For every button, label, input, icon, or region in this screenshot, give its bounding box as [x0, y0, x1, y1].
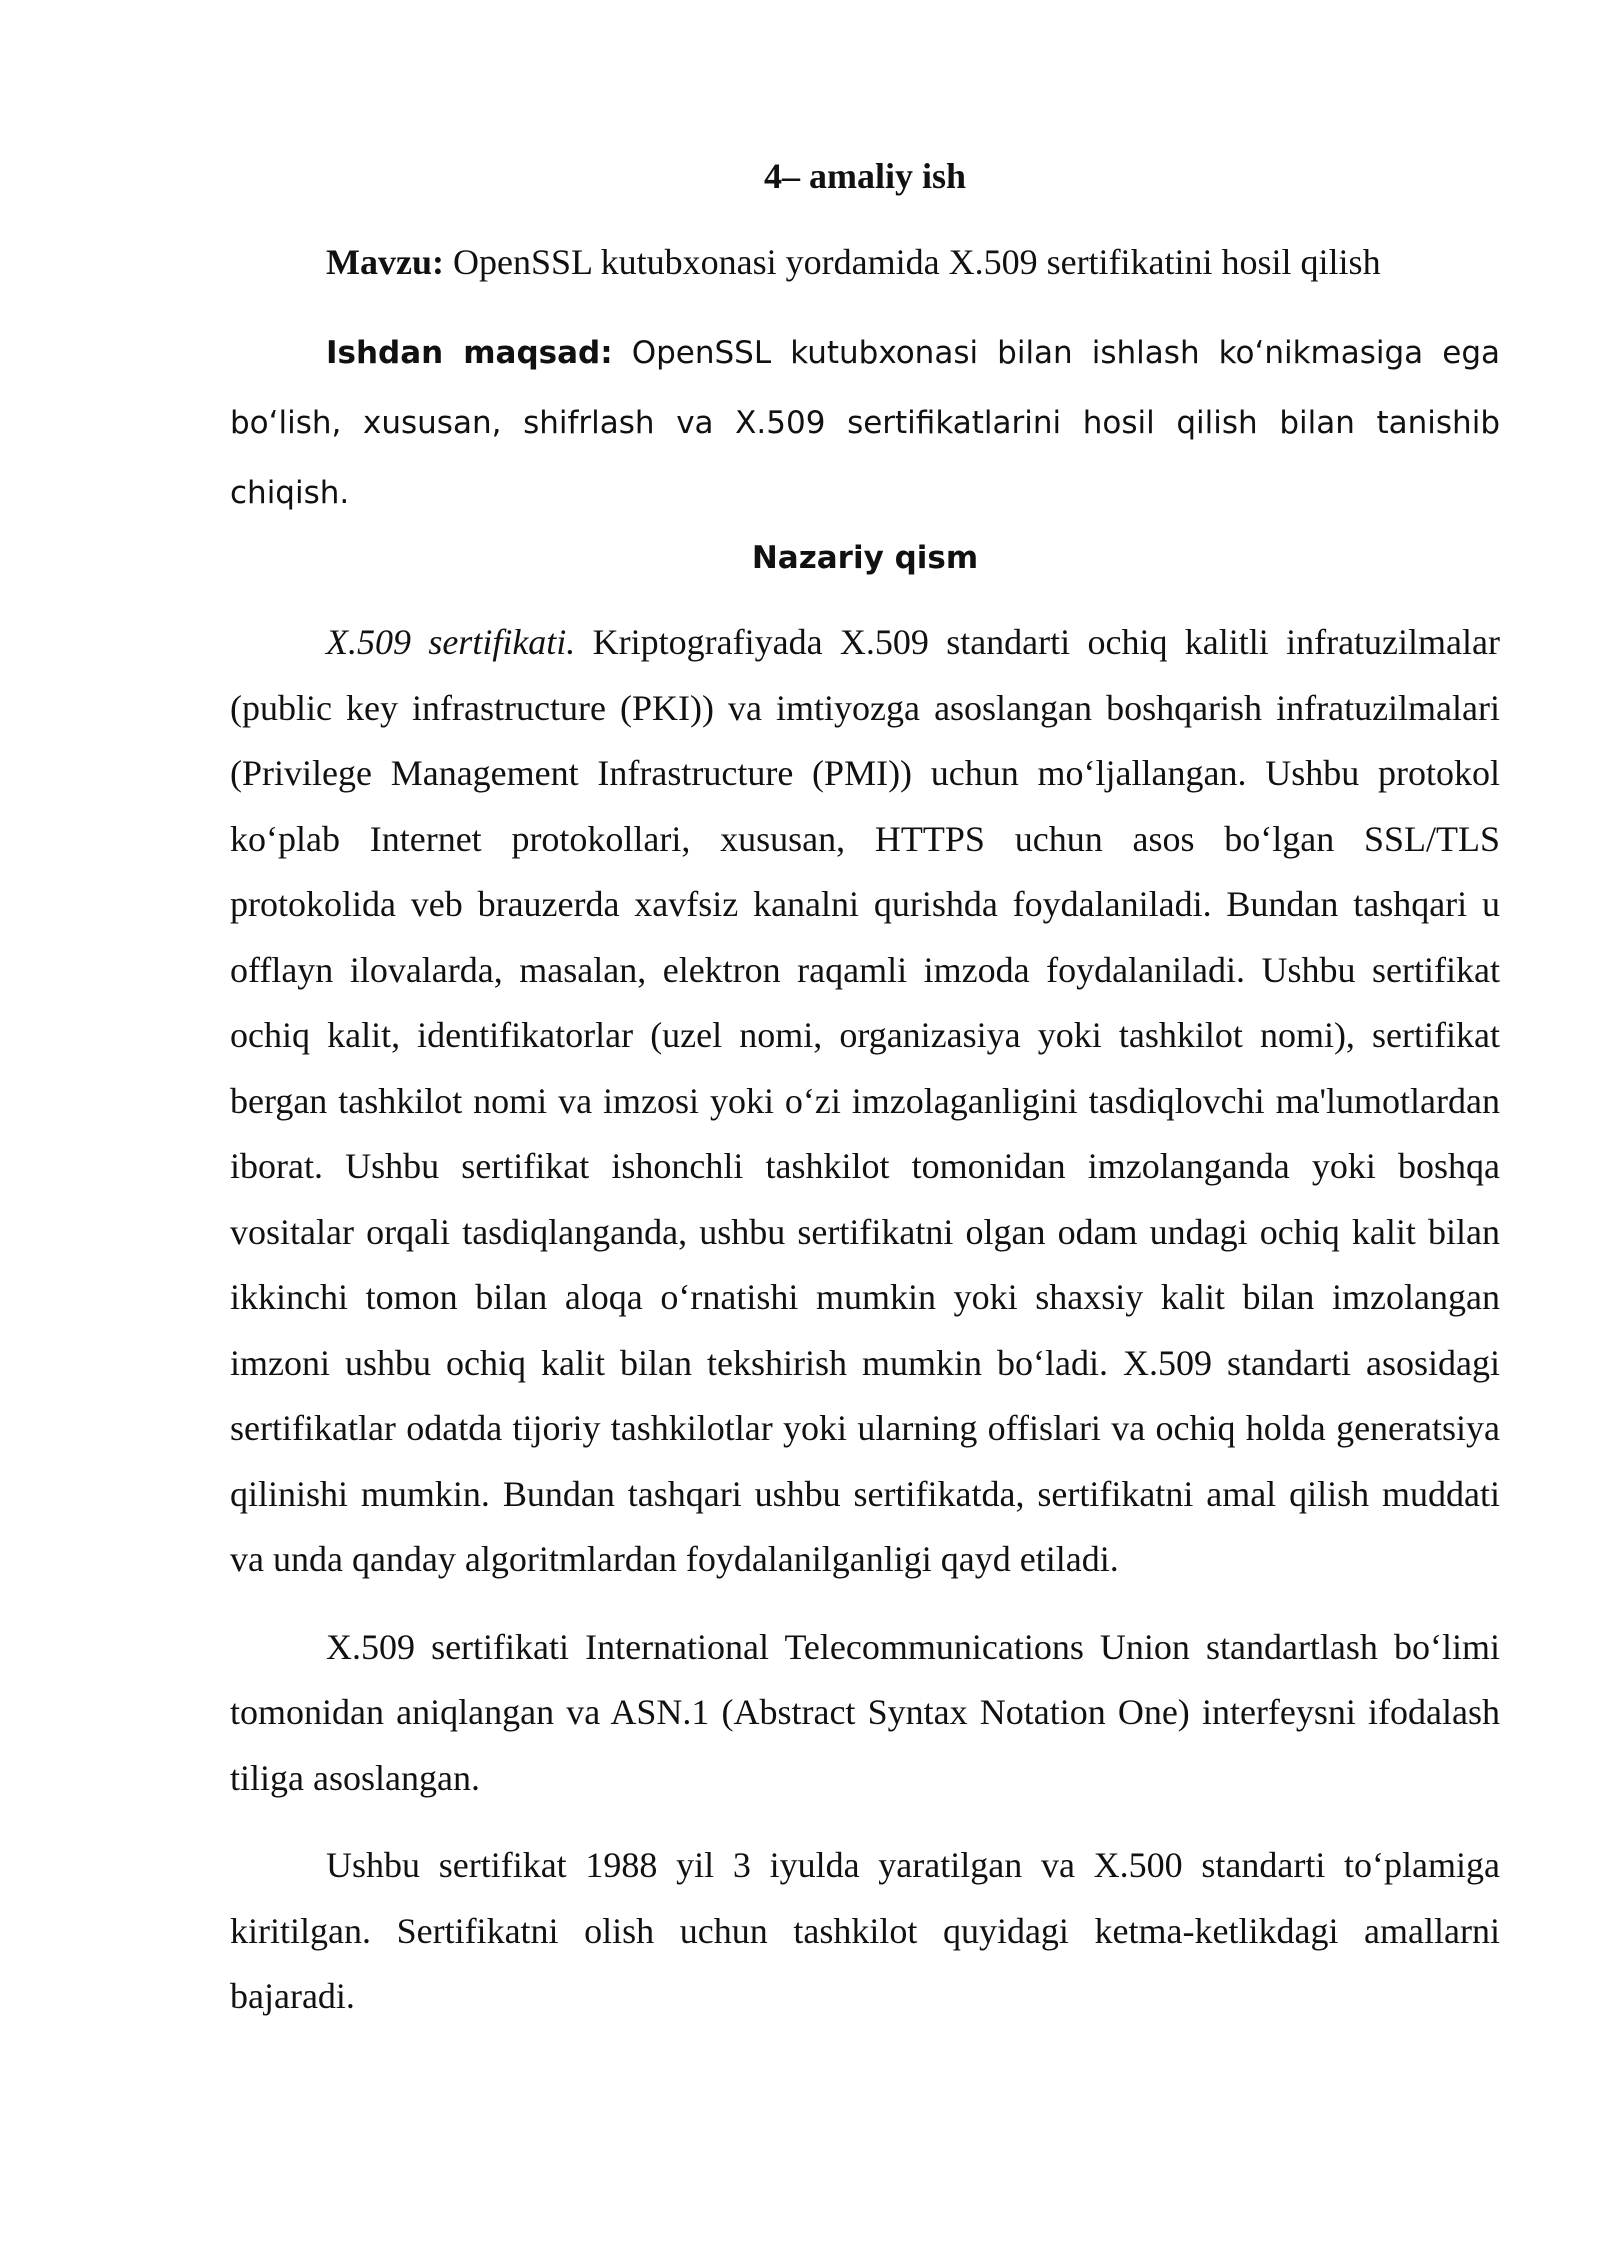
goal-label: Ishdan maqsad:: [326, 335, 613, 371]
topic-line: [230, 236, 1500, 288]
paragraph-history: Ushbu sertifikat 1988 yil 3 iyulda yaratilgan va X.500 standarti to‘plamiga kiritilgan. Sertifikatni olish uchun tashkilot quyidagi ketma-ketlikdagi amallarni bajaradi.: [230, 1845, 1500, 2016]
goal-paragraph: [230, 318, 1500, 528]
paragraph-text: Kriptografiyada X.509 standarti ochiq kalitli infratuzilmalar (public key infrastructure (PKI)) va imtiyozga asoslangan boshqarish infratuzilmalari (Privilege Management Infrastructure (PMI)) uchun mo‘ljallangan. Ushbu protokol ko‘plab Internet protokollari, xususan, HTTPS uchun asos bo‘lgan SSL/TLS protokolida veb brauzerda xavfsiz kanalni qurishda foydalaniladi. Bundan tashqari u offlayn ilovalarda, masalan, elektron raqamli imzoda foydalaniladi. Ushbu sertifikat ochiq kalit, identifikatorlar (uzel nomi, organizasiya yoki tashkilot nomi), sertifikat bergan tashkilot nomi va imzosi yoki o‘zi imzolaganligini tasdiqlovchi ma'lumotlardan iborat. Ushbu sertifikat ishonchli tashkilot tomonidan imzolanganda yoki boshqa vositalar orqali tasdiqlanganda, ushbu sertifikatni olgan odam undagi ochiq kalit bilan ikkinchi tomon bilan aloqa o‘rnatishi mumkin yoki shaxsiy kalit bilan imzolangan imzoni ushbu ochiq kalit bilan tekshirish mumkin bo‘ladi. X.509 standarti asosidagi sertifikatlar odatda tijoriy tashkilotlar yoki ularning offislari va ochiq holda generatsiya qilinishi mumkin. Bundan tashqari ushbu sertifikatda, sertifikatni amal qilish muddati va unda qanday algoritmlardan foydalanilganligi qayd etiladi.: [230, 622, 1500, 1579]
topic-label: Mavzu:: [326, 242, 444, 282]
goal-text: OpenSSL kutubxonasi bilan ishlash ko‘nikmasiga ega bo‘lish, xususan, shifrlash va X.509 sertifikatlarini hosil qilish bilan tanishib chiqish.: [230, 335, 1500, 511]
document-body: [230, 150, 1500, 2052]
paragraph-itu: X.509 sertifikati International Telecommunications Union standartlash bo‘limi tomonidan aniqlangan va ASN.1 (Abstract Syntax Notation One) interfeysni ifodalash tiliga asoslangan.: [230, 1626, 1500, 1798]
paragraph-x509-intro: [230, 610, 1500, 1593]
page-title: 4– amaliy ish: [763, 156, 967, 196]
section-heading: Nazariy qism: [751, 540, 979, 576]
topic-text: OpenSSL kutubxonasi yordamida X.509 sertifikatini hosil qilish: [443, 242, 1381, 282]
paragraph-lead: X.509 sertifikati.: [326, 622, 576, 662]
